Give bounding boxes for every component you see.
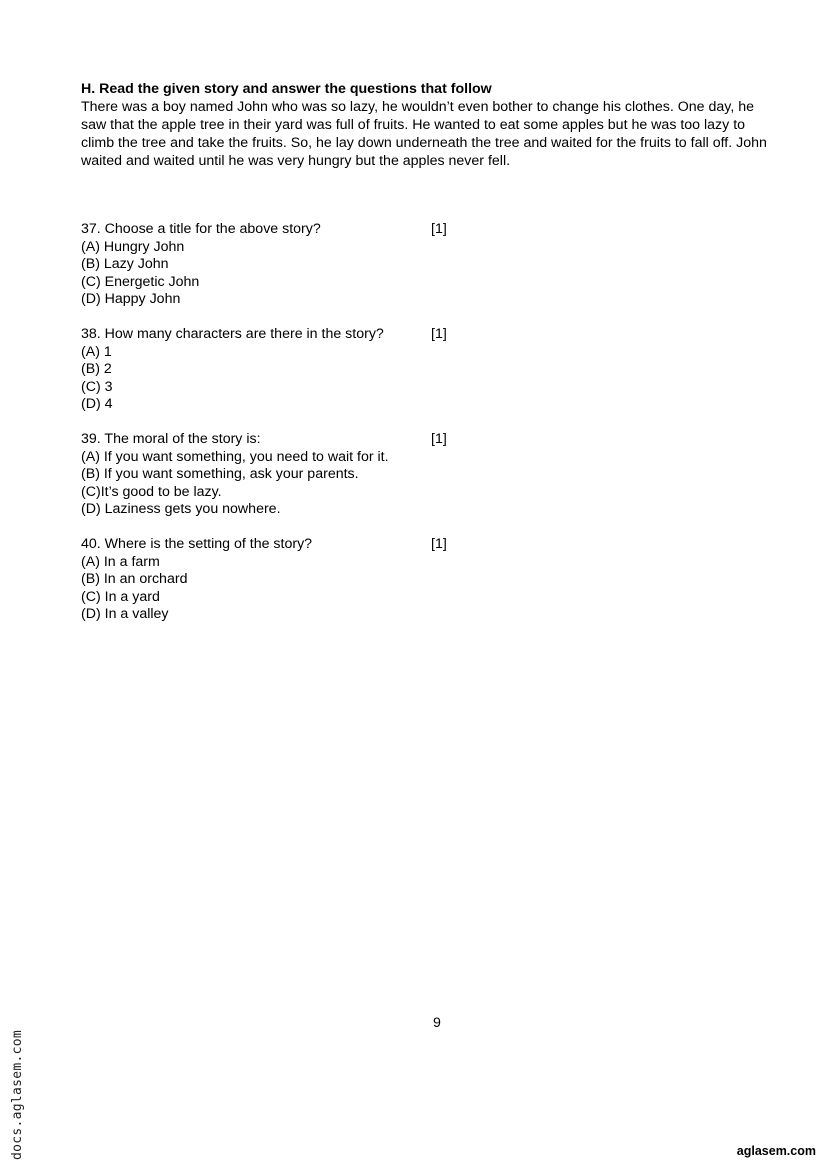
- option-a: (A) 1: [81, 343, 112, 360]
- question-stem: [81, 431, 481, 449]
- option-c: (C) 3: [81, 378, 113, 395]
- story-passage: There was a boy named John who was so lazy, he wouldn’t even bother to change his clothes. One day, he saw that the apple tree in their yard was full of fruits. He wanted to eat some apples but he was too lazy to climb the tree and take the fruits. So, he lay down underneath the tree and waited for the fruits to fall off. John waited and waited until he was very hungry but the apples never fell.: [81, 99, 767, 169]
- question-stem: [81, 536, 481, 554]
- reading-section: [81, 80, 771, 170]
- question-text: 39. The moral of the story is:: [81, 430, 261, 447]
- page-number: 9: [433, 1015, 441, 1031]
- question-text: 40. Where is the setting of the story?: [81, 535, 313, 552]
- option-b: (B) 2: [81, 361, 112, 378]
- section-heading: H. Read the given story and answer the questions that follow: [81, 81, 492, 97]
- option-a: (A) Hungry John: [81, 238, 185, 255]
- option-c: (C) Energetic John: [81, 273, 200, 290]
- option-a: (A) If you want something, you need to wait for it.: [81, 448, 389, 465]
- watermark-vertical: docs.aglasem.com: [10, 1029, 25, 1160]
- option-b: (B) If you want something, ask your parents.: [81, 466, 359, 483]
- question-marks: [1]: [431, 430, 447, 447]
- option-c: (C)It’s good to be lazy.: [81, 483, 222, 500]
- question-stem: [81, 326, 481, 344]
- question-text: 37. Choose a title for the above story?: [81, 221, 321, 237]
- question-marks: [1]: [431, 535, 447, 552]
- question-40: [81, 536, 481, 624]
- option-b: (B) In an orchard: [81, 571, 188, 588]
- question-stem: [81, 221, 481, 239]
- option-b: (B) Lazy John: [81, 256, 169, 273]
- question-marks: [1]: [431, 325, 447, 342]
- question-37: [81, 221, 481, 309]
- question-text: 38. How many characters are there in the story?: [81, 325, 384, 342]
- question-marks: [1]: [431, 221, 447, 237]
- option-d: (D) Happy John: [81, 291, 181, 308]
- question-38: [81, 326, 481, 414]
- option-a: (A) In a farm: [81, 553, 160, 570]
- option-d: (D) 4: [81, 396, 113, 413]
- option-d: (D) In a valley: [81, 606, 169, 623]
- option-d: (D) Laziness gets you nowhere.: [81, 501, 281, 518]
- question-list: [81, 221, 481, 641]
- option-c: (C) In a yard: [81, 588, 160, 605]
- watermark-corner: aglasem.com: [736, 1144, 816, 1158]
- question-39: [81, 431, 481, 519]
